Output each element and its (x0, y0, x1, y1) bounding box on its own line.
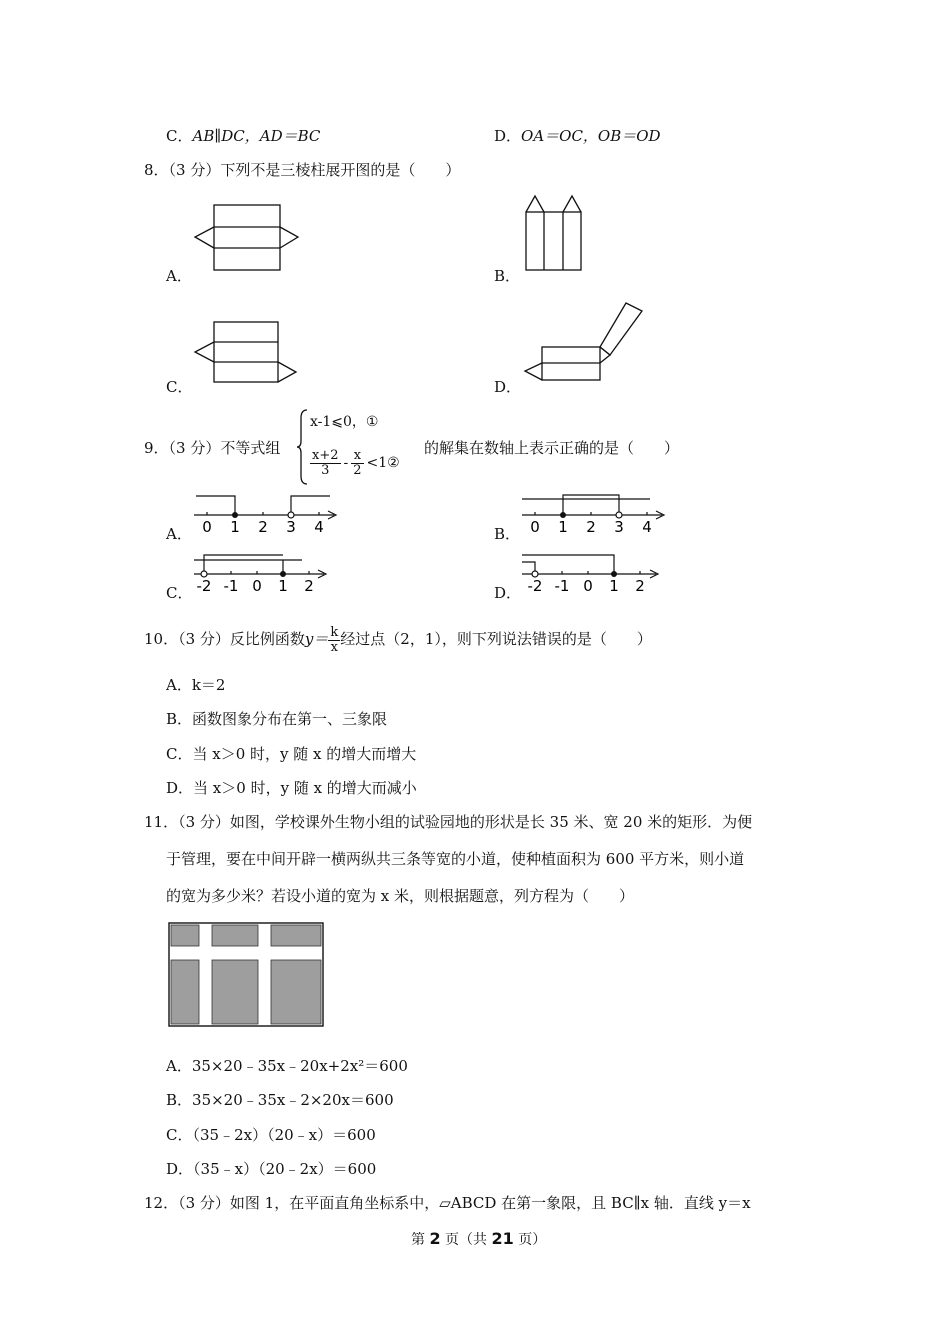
numerator: x (351, 449, 363, 464)
q8-figure-d (520, 297, 650, 387)
q10-option-b (166, 709, 387, 729)
q8-figure-b (520, 190, 590, 275)
option-label: D． (494, 127, 522, 145)
option-label: B． (166, 710, 193, 728)
q8-label-b: B． (494, 267, 521, 285)
inequality-tail: <1② (366, 455, 400, 471)
total-pages: 21 (491, 1229, 514, 1248)
q11-option-d (166, 1159, 376, 1179)
tick-label: 0 (583, 577, 593, 595)
minus-sign: - (343, 455, 349, 471)
q8-label-a: A． (166, 267, 192, 285)
tick-label: 2 (304, 577, 314, 595)
denominator: 3 (321, 462, 330, 478)
q10-stem (144, 620, 652, 658)
stem-suffix: 经过点（2，1），则下列说法错误的是（ ） (340, 630, 652, 648)
option-text: 函数图象分布在第一、三象限 (192, 710, 388, 728)
footer-text: 第 (411, 1232, 425, 1248)
option-text: （35﹣x）（20﹣2x）＝600 (193, 1160, 377, 1178)
option-label: A． (166, 1057, 192, 1075)
option-label: A． (166, 676, 192, 694)
option-text: 当 x＞0 时，y 随 x 的增大而增大 (192, 745, 417, 763)
q11-garden-figure (168, 922, 325, 1028)
stem-prefix: 10．（3 分）反比例函数 (144, 630, 305, 648)
option-text: （35﹣2x）（20﹣x）＝600 (192, 1126, 376, 1144)
q9-inequality-1: x-1⩽0，① (310, 414, 379, 430)
footer-text: 页（共 (445, 1232, 488, 1248)
option-label: D． (166, 779, 194, 797)
tick-label: 0 (530, 518, 540, 536)
q7-option-d (494, 126, 661, 146)
tick-label: -2 (196, 577, 212, 595)
q8-figure-a (190, 200, 305, 275)
tick-label: 3 (286, 518, 296, 536)
option-text: 当 x＞0 时，y 随 x 的增大而减小 (193, 779, 417, 797)
option-text: AB∥DC，AD＝BC (192, 127, 321, 145)
tick-label: -1 (223, 577, 239, 595)
q9-numberline-c (192, 549, 342, 597)
numerator: k (330, 624, 339, 640)
tick-label: 2 (586, 518, 596, 536)
option-label: D． (166, 1160, 194, 1178)
tick-label: 1 (609, 577, 619, 595)
q8-figure-c (190, 317, 305, 387)
q8-label-c: C． (166, 378, 193, 396)
option-label: C． (166, 745, 193, 763)
denominator: 2 (353, 462, 362, 478)
q11-option-b (166, 1090, 394, 1110)
fraction (310, 449, 341, 478)
option-text: 35×20﹣35x﹣20x+2x²＝600 (191, 1057, 408, 1075)
tick-label: 3 (614, 518, 624, 536)
q11-option-a (166, 1056, 408, 1076)
q9-stem-suffix: 的解集在数轴上表示正确的是（ ） (424, 439, 680, 457)
page-number: 2 (429, 1229, 441, 1248)
tick-label: 1 (558, 518, 568, 536)
option-text: k＝2 (191, 676, 226, 694)
page-footer (411, 1229, 546, 1250)
q11-option-c (166, 1125, 376, 1145)
q11-stem-line1: 11．（3 分）如图，学校课外生物小组的试验园地的形状是长 35 米、宽 20 米的矩形．为便 (144, 813, 753, 831)
option-text: OA＝OC，OB＝OD (521, 127, 661, 145)
q10-option-a (166, 675, 225, 695)
tick-label: 1 (230, 518, 240, 536)
tick-label: 0 (252, 577, 262, 595)
function-lhs: y＝ (304, 630, 329, 648)
denominator: x (330, 639, 338, 655)
q9-stem-prefix: 9．（3 分）不等式组 (144, 439, 281, 457)
fraction (328, 626, 340, 655)
left-brace-icon (296, 408, 308, 486)
q8-label-d: D． (494, 378, 522, 396)
option-label: B． (166, 1091, 193, 1109)
q7-option-c (166, 126, 320, 146)
q9-numberline-d (520, 549, 670, 597)
q9-inequality-system (296, 408, 426, 486)
q9-numberline-a (192, 490, 342, 538)
tick-label: 2 (258, 518, 268, 536)
tick-label: -1 (554, 577, 570, 595)
q10-option-d (166, 778, 417, 798)
fraction (351, 449, 363, 478)
tick-label: 4 (314, 518, 324, 536)
q8-stem: 8．（3 分）下列不是三棱柱展开图的是（ ） (144, 161, 461, 179)
numerator: x+2 (312, 447, 339, 463)
footer-text: 页） (518, 1232, 547, 1248)
q11-stem-line3: 的宽为多少米？若设小道的宽为 x 米，则根据题意，列方程为（ ） (166, 887, 634, 905)
tick-label: 0 (202, 518, 212, 536)
tick-label: 1 (278, 577, 288, 595)
tick-label: 4 (642, 518, 652, 536)
q9-numberline-b (520, 490, 670, 538)
q11-stem-line2: 于管理，要在中间开辟一横两纵共三条等宽的小道，使种植面积为 600 平方米，则小道 (166, 850, 745, 868)
tick-label: 2 (635, 577, 645, 595)
q9-label-b: B． (494, 525, 521, 543)
option-label: C． (166, 127, 193, 145)
q12-stem-line1: 12．（3 分）如图 1，在平面直角坐标系中，▱ABCD 在第一象限，且 BC∥x 轴．直线 y＝x (144, 1194, 751, 1212)
q10-option-c (166, 744, 416, 764)
option-label: C． (166, 1126, 193, 1144)
q9-label-c: C． (166, 584, 193, 602)
q9-label-d: D． (494, 584, 522, 602)
option-text: 35×20﹣35x﹣2×20x＝600 (192, 1091, 394, 1109)
q9-label-a: A． (166, 525, 192, 543)
tick-label: -2 (527, 577, 543, 595)
q9-inequality-2 (310, 444, 400, 482)
